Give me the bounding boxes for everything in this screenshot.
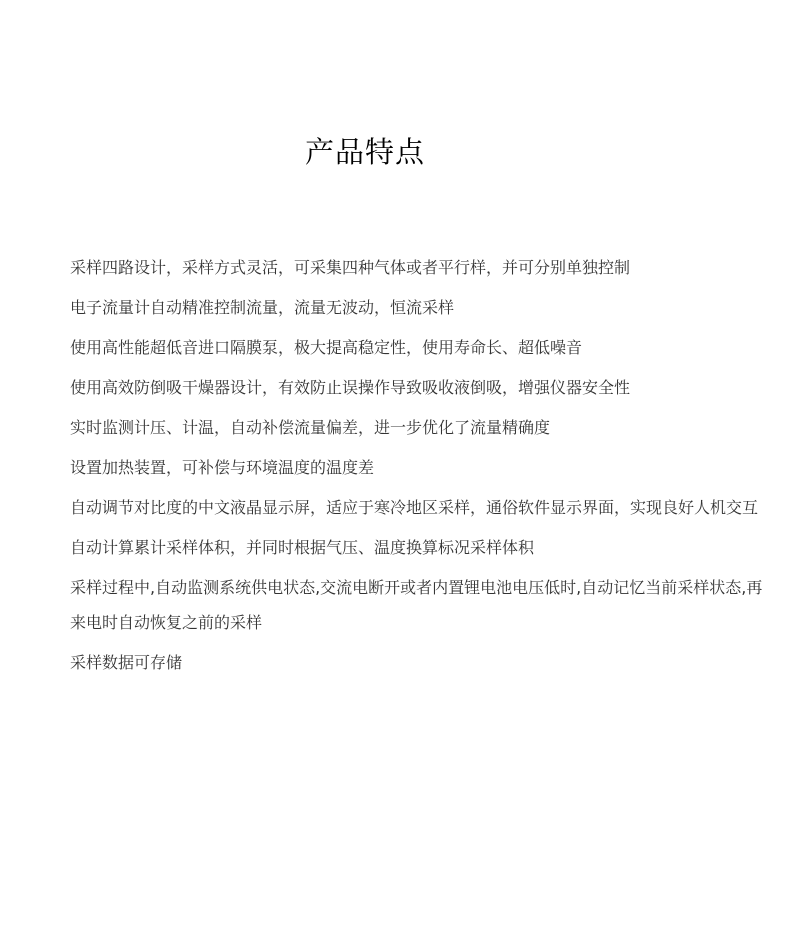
- feature-item: 自动计算累计采样体积，并同时根据气压、温度换算标况采样体积: [70, 538, 535, 557]
- feature-item: 使用高效防倒吸干燥器设计，有效防止误操作导致吸收液倒吸，增强仪器安全性: [70, 378, 631, 397]
- feature-item: 采样过程中,自动监测系统供电状态,交流电断开或者内置锂电池电压低时,自动记忆当前采样状态,再来电时自动恢复之前的采样: [70, 578, 763, 632]
- feature-item: 采样四路设计，采样方式灵活，可采集四种气体或者平行样，并可分别单独控制: [70, 258, 631, 277]
- feature-item: 电子流量计自动精准控制流量，流量无波动，恒流采样: [70, 298, 455, 317]
- page-title: 产品特点: [304, 135, 425, 169]
- feature-item: 采样数据可存储: [70, 653, 183, 672]
- feature-item: 实时监测计压、计温，自动补偿流量偏差，进一步优化了流量精确度: [70, 418, 551, 437]
- feature-item: 设置加热装置，可补偿与环境温度的温度差: [70, 458, 375, 477]
- feature-item: 使用高性能超低音进口隔膜泵，极大提高稳定性，使用寿命长、超低噪音: [70, 338, 583, 357]
- product-detail-page: [0, 136, 800, 936]
- feature-list: [70, 250, 770, 680]
- feature-item: 自动调节对比度的中文液晶显示屏，适应于寒冷地区采样，通俗软件显示界面，实现良好人机交互: [70, 498, 759, 517]
